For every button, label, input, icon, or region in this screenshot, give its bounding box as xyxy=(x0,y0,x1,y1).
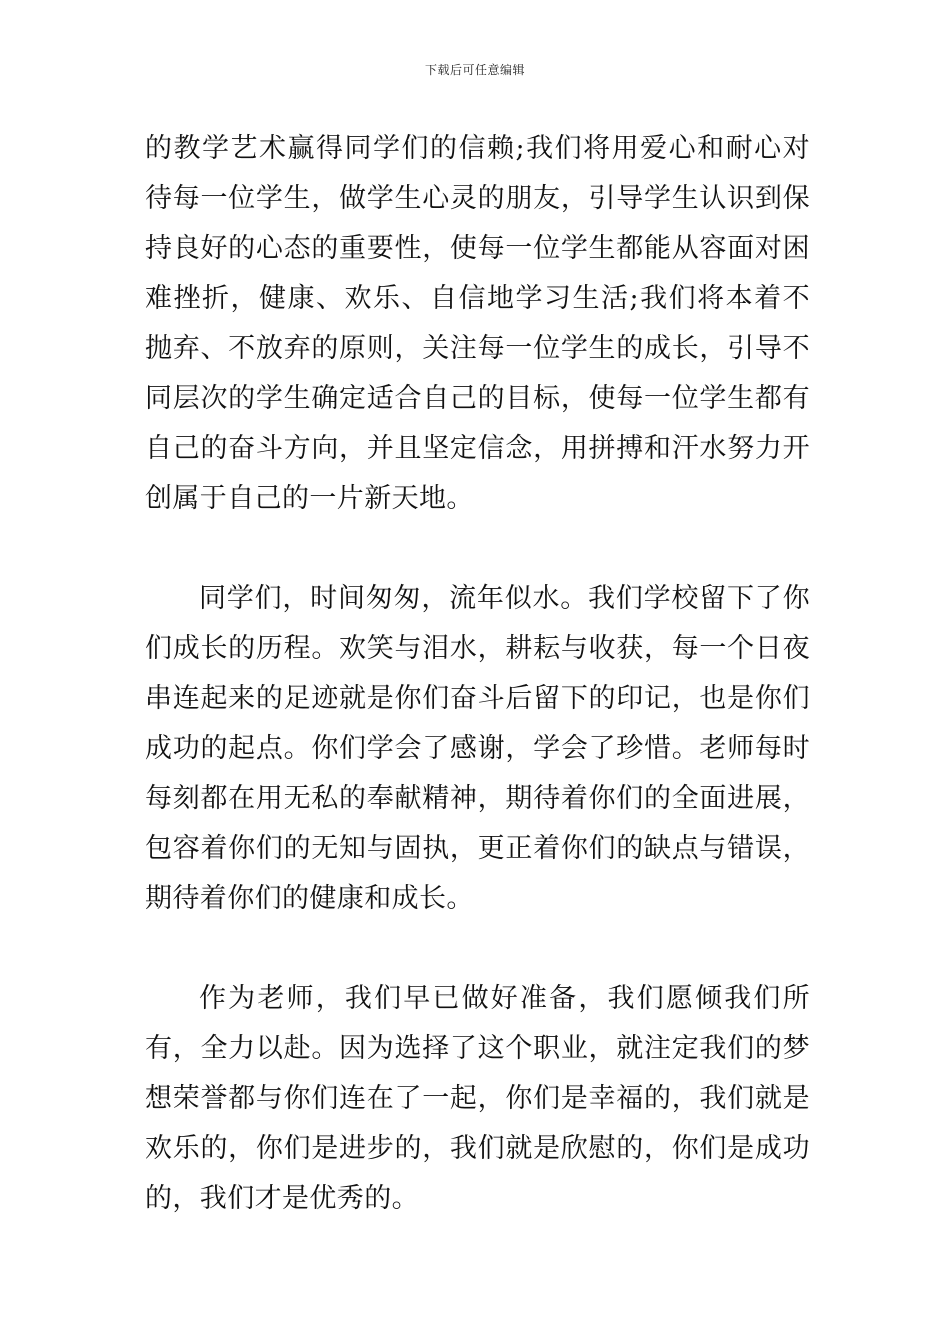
paragraph-1: 的教学艺术赢得同学们的信赖;我们将用爱心和耐心对待每一位学生，做学生心灵的朋友，引导学生认识到保持良好的心态的重要性，使每一位学生都能从容面对困难挫折，健康、欢乐、自信地学习生活;我们将本着不抛弃、不放弃的原则，关注每一位学生的成长，引导不同层次的学生确定适合自己的目标，使每一位学生都有自己的奋斗方向，并且坚定信念，用拼搏和汗水努力开创属于自己的一片新天地。 xyxy=(145,133,810,514)
header-note: 下载后可任意编辑 xyxy=(424,63,525,77)
paragraph-3: 作为老师，我们早已做好准备，我们愿倾我们所有，全力以赴。因为选择了这个职业，就注定我们的梦想荣誉都与你们连在了一起，你们是幸福的，我们就是欢乐的，你们是进步的，我们就是欣慰的，你们是成功的，我们才是优秀的。 xyxy=(145,983,810,1214)
paragraph-2: 同学们，时间匆匆，流年似水。我们学校留下了你们成长的历程。欢笑与泪水，耕耘与收获，每一个日夜串连起来的足迹就是你们奋斗后留下的印记，也是你们成功的起点。你们学会了感谢，学会了珍惜。老师每时每刻都在用无私的奉献精神，期待着你们的全面进展，包容着你们的无知与固执，更正着你们的缺点与错误，期待着你们的健康和成长。 xyxy=(145,583,810,914)
document-body xyxy=(145,124,810,1224)
